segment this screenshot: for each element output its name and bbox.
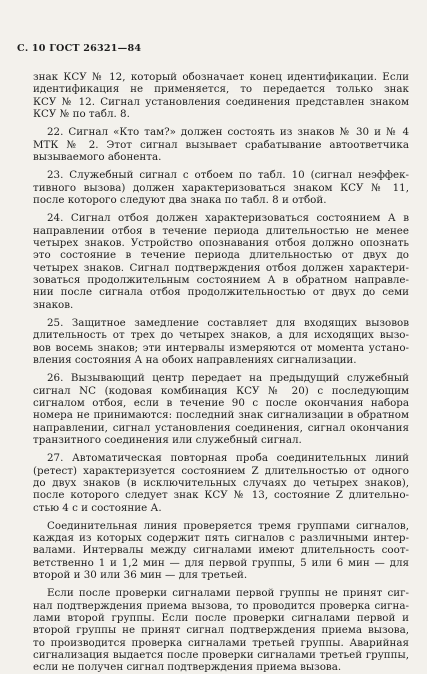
text-line: КСУ № по табл. 8. (33, 107, 130, 120)
paragraph (33, 587, 409, 673)
text-line: после которого следует знак КСУ № 13, состояние Z длительно- (33, 489, 409, 502)
text-line: 26. Вызывающий центр передает на предыдущий служебный (47, 372, 409, 385)
text-line: то производится проверка сигналами третьей группы. Аварийная (33, 636, 409, 649)
text-line: 23. Служебный сигнал с отбоем по табл. 10 (сигнал неэффек- (47, 169, 409, 182)
text-line: второй и 30 или 36 мин — для третьей. (33, 569, 248, 582)
text-line: идентификация не применяется, то передается только знак (33, 83, 409, 96)
paragraph (33, 71, 409, 120)
text-line: сигнализация выдается после проверки сигналами третьей группы, (33, 649, 409, 662)
text-line: ветственно 1 и 1,2 мин — для первой группы, 5 или 6 мин — для (33, 556, 409, 569)
text-line: если не получен сигнал подтверждения приема вызова. (33, 661, 342, 674)
text-line: четырех знаков. Устройство опознавания отбоя должно опознать (33, 236, 409, 249)
text-line: Если после проверки сигналами первой группы не принят сиг- (47, 587, 409, 600)
text-line: вов восемь знаков; эти интервалы измеряются от момента устано- (33, 341, 409, 354)
text-line: 27. Автоматическая повторная проба соединительных линий (47, 452, 409, 465)
text-line: стью 4 с и состояние А. (33, 501, 162, 514)
text-line: сигналом отбоя, если в течение 90 с после окончания набора (33, 396, 409, 409)
text-line: вызываемого абонента. (33, 150, 162, 163)
text-line: нии после сигнала отбоя продолжительностью от двух до семи (33, 286, 409, 299)
text-line: лами второй группы. Если после проверки сигналами первой и (33, 612, 409, 625)
text-line: номера не принимаются: последний знак сигнализации в обратном (33, 409, 409, 422)
text-line: 22. Сигнал «Кто там?» должен состоять из знаков № 30 и № 4 (47, 126, 409, 139)
text-line: каждая из которых содержит пять сигналов с различными интер- (33, 532, 409, 545)
text-line: направлении отбоя в течение периода длительностью не менее (33, 224, 409, 237)
paragraph (33, 452, 409, 514)
text-line: валами. Интервалы между сигналами имеют длительность соот- (33, 544, 409, 557)
text-line: до двух знаков (в исключительных случаях до четырех знаков), (33, 476, 409, 489)
text-line: МТК № 2. Этот сигнал вызывает срабатывание автоответчика (33, 138, 409, 151)
paragraph (33, 169, 409, 206)
paragraph (33, 317, 409, 366)
document-body (33, 71, 409, 674)
text-line: знаков. (33, 298, 74, 311)
text-line: нал подтверждения приема вызова, то проводится проверка сигна- (33, 599, 409, 612)
paragraph (33, 372, 409, 446)
page-header: С. 10 ГОСТ 26321—84 (17, 43, 142, 54)
text-line: направлении, сигнал установления соединения, сигнал окончания (33, 421, 409, 434)
text-line: транзитного соединения или служебный сигнал. (33, 433, 302, 446)
paragraph (33, 126, 409, 163)
text-line: это состояние в течение периода длительностью от двух до (33, 249, 409, 262)
text-line: сигнал NC (кодовая комбинация КСУ № 20) с последующим (33, 384, 409, 397)
text-line: Соединительная линия проверяется тремя группами сигналов, (47, 519, 409, 532)
text-line: после которого следуют два знака по табл. 8 и отбой. (33, 193, 327, 206)
text-line: зоваться продолжительным состоянием А в обратном направле- (33, 273, 409, 286)
paragraph (33, 520, 409, 582)
text-line: 25. Защитное замедление составляет для входящих вызовов (47, 316, 409, 329)
text-line: тивного вызова) должен характеризоваться знаком КСУ № 11, (33, 181, 409, 194)
text-line: вления состояния А на обоих направлениях сигнализации. (33, 353, 357, 366)
text-line: КСУ № 12. Сигнал установления соединения представлен знаком (33, 95, 409, 108)
text-line: четырех знаков. Сигнал подтверждения отбоя должен характери- (33, 261, 409, 274)
text-line: 24. Сигнал отбоя должен характеризоваться состоянием А в (47, 212, 409, 225)
text-line: длительность от трех до четырех знаков, а для исходящих вызо- (33, 329, 409, 342)
paragraph (33, 212, 409, 311)
text-line: знак КСУ № 12, который обозначает конец идентификации. Если (33, 71, 409, 83)
text-line: (ретест) характеризуется состоянием Z длительностью от одного (33, 464, 409, 477)
text-line: второй группы не принят сигнал подтверждения приема вызова, (33, 624, 409, 637)
